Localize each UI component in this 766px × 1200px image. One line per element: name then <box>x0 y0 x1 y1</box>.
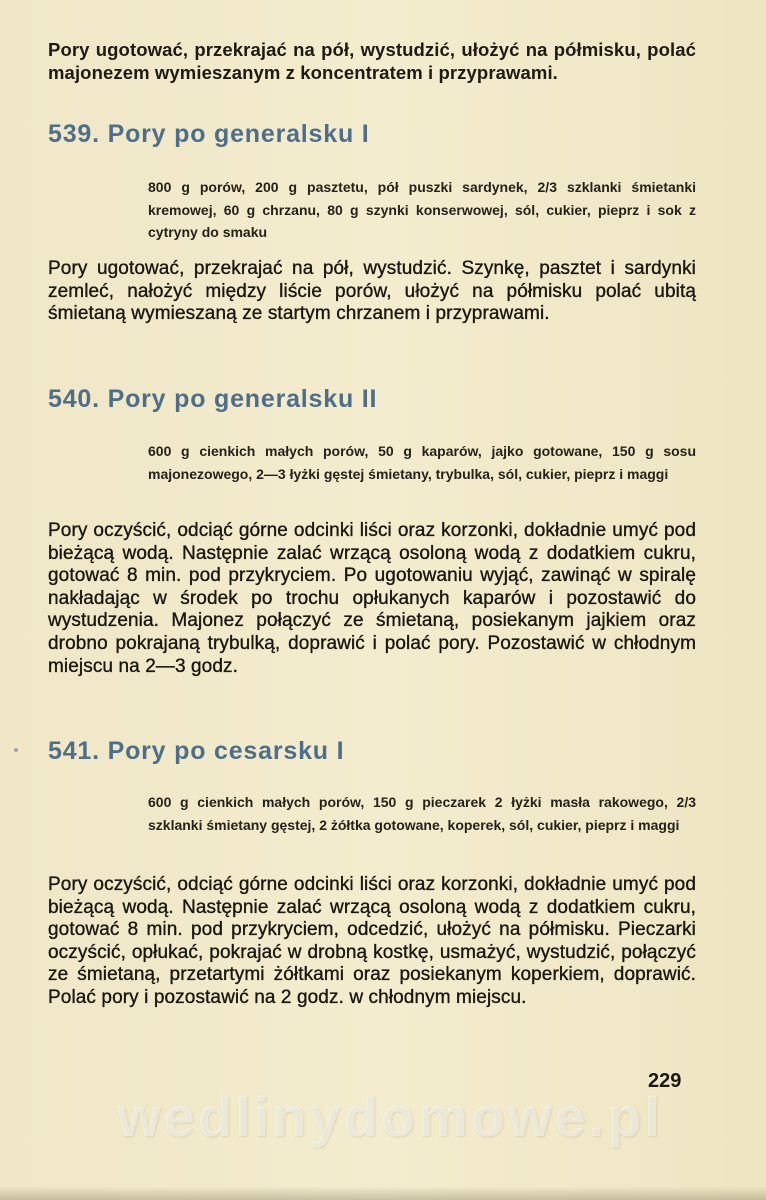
page-number: 229 <box>648 1070 682 1092</box>
recipe-539-instructions: Pory ugotować, przekrajać na pół, wystudzić. Szynkę, pasztet i sardynki zemleć, nałożyć między liście porów, ułożyć na półmisku polać ubitą śmietaną wymieszaną ze startym chrzanem i przyprawami. <box>48 258 696 325</box>
margin-dot <box>14 748 18 752</box>
intro-paragraph: Pory ugotować, przekrajać na pół, wystudzić, ułożyć na półmisku, polać majonezem wymieszanym z koncentratem i przyprawami. <box>48 39 696 83</box>
recipe-540-heading: 540. Pory po generalsku II <box>48 385 378 413</box>
recipe-541-ingredients: 600 g cienkich małych porów, 150 g pieczarek 2 łyżki masła rakowego, 2/3 szklanki śmietany gęstej, 2 żółtka gotowane, koperek, sól, cukier, pieprz i maggi <box>148 794 696 833</box>
watermark: wedlinydomowe.pl <box>117 1085 663 1148</box>
recipe-541-instructions: Pory oczyścić, odciąć górne odcinki liści oraz korzonki, dokładnie umyć pod bieżącą wodą. Następnie zalać wrzącą osoloną wodą z dodatkiem cukru, gotować 8 min. pod przykryciem, odcedzić, ułożyć na półmisku. Pieczarki oczyścić, opłukać, pokrajać w drobną kostkę, usmażyć, wystudzić, połączyć ze śmietaną, przetartymi żółtkami oraz posiekanym koperkiem, doprawić. Polać pory i pozostawić na 2 godz. w chłodnym miejscu. <box>48 874 696 1008</box>
recipe-540-instructions: Pory oczyścić, odciąć górne odcinki liści oraz korzonki, dokładnie umyć pod bieżącą wodą. Następnie zalać wrzącą osoloną wodą z dodatkiem cukru, gotować 8 min. pod przykryciem. Po ugotowaniu wyjąć, zawinąć w spiralę nakładając w środek po trochu opłukanych kaparów i pozostawić do wystudzenia. Majonez połączyć ze śmietaną, posiekanym jajkiem oraz drobno pokrajaną trybulką, doprawić i polać pory. Pozostawić w chłodnym miejscu na 2—3 godz. <box>48 520 696 677</box>
recipe-540-ingredients: 600 g cienkich małych porów, 50 g kaparów, jajko gotowane, 150 g sosu majonezowego, 2—3 łyżki gęstej śmietany, trybulka, sól, cukier, pieprz i maggi <box>148 443 696 482</box>
recipe-539-heading: 539. Pory po generalsku I <box>48 120 370 148</box>
recipe-539-ingredients: 800 g porów, 200 g pasztetu, pół puszki sardynek, 2/3 szklanki śmietanki kremowej, 60 g chrzanu, 80 g szynki konserwowej, sól, cukier, pieprz i sok z cytryny do smaku <box>148 179 696 240</box>
recipe-541-heading: 541. Pory po cesarsku I <box>48 737 345 765</box>
